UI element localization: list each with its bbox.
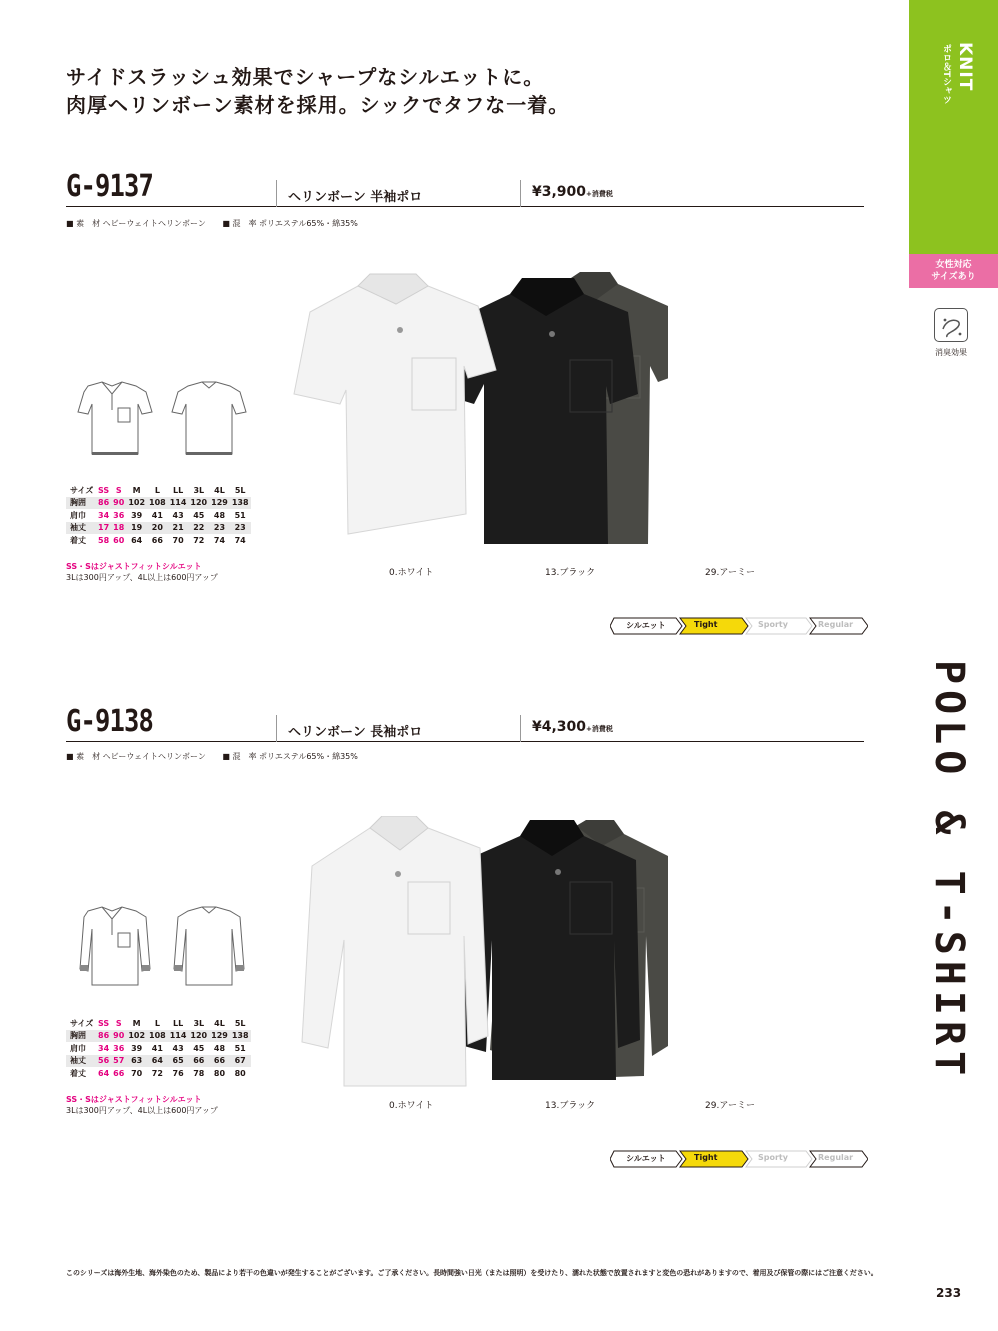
table-cell: 78: [193, 1068, 205, 1078]
divider: [520, 180, 521, 207]
white-polo-image: [294, 274, 496, 534]
table-cell: 4L: [214, 485, 225, 495]
table-row: [66, 1042, 251, 1055]
table-cell: 36: [113, 1043, 125, 1053]
page-number: 233: [936, 1286, 962, 1300]
table-cell: 138: [231, 498, 249, 508]
table-cell: 90: [113, 1031, 125, 1041]
table-cell: 72: [151, 1068, 163, 1078]
silhouette-label: シルエット: [626, 1154, 666, 1163]
silhouette-tight: Tight: [694, 1153, 718, 1162]
table-cell: 57: [113, 1056, 125, 1066]
table-cell: 着丈: [70, 535, 86, 545]
blend-text: ■ 混 率 ポリエステル65%・綿35%: [222, 219, 358, 228]
product-code: G-9137: [66, 169, 154, 204]
color-label: 13.ブラック: [545, 1101, 596, 1111]
table-cell: S: [115, 1018, 122, 1028]
material-text: ■ 素 材 ヘビーウェイトヘリンボーン: [66, 752, 206, 761]
table-cell: サイズ: [70, 485, 94, 495]
table-cell: 63: [126, 1055, 147, 1068]
table-cell: 66: [151, 535, 163, 545]
silhouette-label: シルエット: [626, 621, 666, 630]
table-cell: 86: [96, 497, 111, 510]
silhouette-sporty: Sporty: [758, 620, 788, 629]
product-header: [66, 704, 864, 742]
color-label: 29.アーミー: [705, 568, 756, 578]
table-cell: 58: [98, 535, 110, 545]
product-photos: [288, 254, 668, 554]
product-price: [532, 184, 613, 200]
table-cell: 74: [213, 535, 226, 545]
women-badge-line1: 女性対応: [935, 260, 972, 270]
table-cell: 108: [149, 1031, 166, 1041]
table-cell: 51: [234, 1043, 246, 1053]
table-cell: 39: [131, 510, 143, 520]
table-cell: 20: [147, 522, 168, 535]
size-table: [66, 1017, 251, 1080]
table-cell: サイズ: [70, 1018, 94, 1028]
table-row: [66, 1030, 251, 1043]
table-cell: 34: [98, 510, 110, 520]
silhouette-sporty: Sporty: [758, 1153, 788, 1162]
footnote: このシリーズは海外生地、海外染色のため、製品により若干の色違いが発生することがございます。ご了承ください。長時間強い日光（または照明）を受けたり、濡れた状態で放置されますと変色の恐れがありますので、着用及び保管の際にはご注意ください。: [66, 1269, 878, 1277]
table-cell: M: [132, 485, 141, 495]
price-tax: +消費税: [586, 725, 613, 733]
table-cell: 64: [147, 1055, 168, 1068]
black-polo-image: [464, 820, 640, 1080]
table-cell: 60: [113, 535, 125, 545]
deodorant-label: 消臭効果: [935, 348, 967, 357]
table-cell: 51: [234, 510, 246, 520]
blend-text: ■ 混 率 ポリエステル65%・綿35%: [222, 752, 358, 761]
white-polo-image: [302, 816, 488, 1086]
table-cell: 41: [151, 510, 163, 520]
category-tab[interactable]: [909, 0, 998, 254]
headline: [66, 63, 569, 119]
table-cell: 120: [190, 1031, 208, 1041]
technical-drawing: [66, 903, 264, 993]
table-cell: 56: [96, 1055, 111, 1068]
table-cell: 65: [168, 1055, 189, 1068]
product-spec: [66, 751, 372, 762]
table-cell: 70: [131, 1068, 143, 1078]
table-cell: 66: [209, 1055, 230, 1068]
size-note-text: 3Lは300円アップ、4L以上は600円アップ: [66, 573, 218, 582]
table-cell: 64: [131, 535, 143, 545]
table-cell: 21: [168, 522, 189, 535]
table-cell: 74: [234, 535, 246, 545]
table-cell: 5L: [234, 485, 246, 495]
table-cell: 23: [230, 522, 251, 535]
table-cell: 48: [213, 510, 226, 520]
subcategory-label: ポロ＆Tシャツ: [941, 44, 951, 105]
silhouette-indicator: [610, 617, 868, 635]
table-cell: 129: [211, 1031, 228, 1041]
product-spec: [66, 218, 372, 229]
table-row: [66, 1067, 251, 1080]
table-cell: LL: [172, 485, 184, 495]
table-cell: 袖丈: [66, 1055, 96, 1068]
table-cell: 70: [172, 535, 184, 545]
table-cell: M: [132, 1018, 141, 1028]
table-row: [66, 497, 251, 510]
size-note-pink: SS・Sはジャストフィットシルエット: [66, 562, 202, 571]
color-label: 29.アーミー: [705, 1101, 756, 1111]
divider: [520, 715, 521, 742]
table-cell: 138: [231, 1031, 249, 1041]
table-cell: L: [154, 1018, 160, 1028]
table-cell: 114: [169, 498, 187, 508]
table-cell: 22: [188, 522, 209, 535]
table-cell: 102: [128, 498, 146, 508]
price-value: ¥4,300: [532, 719, 587, 735]
table-cell: 86: [96, 1030, 111, 1043]
size-note: [66, 561, 218, 583]
women-size-badge: [909, 254, 998, 288]
table-row: [66, 534, 251, 547]
product-photos: [296, 816, 668, 1090]
table-cell: SS: [98, 485, 110, 495]
divider: [276, 180, 277, 207]
table-cell: 肩巾: [70, 1043, 86, 1053]
table-cell: 3L: [193, 1018, 205, 1028]
table-cell: 114: [169, 1031, 187, 1041]
table-cell: 72: [193, 535, 205, 545]
table-row: [66, 522, 251, 535]
table-cell: LL: [172, 1018, 184, 1028]
technical-drawing: [66, 378, 264, 458]
silhouette-indicator: [610, 1150, 868, 1168]
table-cell: 76: [172, 1068, 184, 1078]
product-name: ヘリンボーン 半袖ポロ: [288, 190, 423, 205]
table-cell: 胸囲: [66, 1030, 96, 1043]
table-cell: 67: [230, 1055, 251, 1068]
silhouette-tight: Tight: [694, 620, 718, 629]
product-name: ヘリンボーン 長袖ポロ: [288, 725, 423, 740]
table-cell: 80: [234, 1068, 246, 1078]
table-cell: 43: [172, 510, 184, 520]
size-note: [66, 1094, 218, 1116]
silhouette-regular: Regular: [818, 1153, 854, 1162]
table-cell: 34: [98, 1043, 110, 1053]
table-cell: 90: [113, 498, 125, 508]
table-cell: 4L: [214, 1018, 225, 1028]
color-label: 13.ブラック: [545, 568, 596, 578]
color-label: 0.ホワイト: [389, 568, 434, 578]
table-cell: 129: [211, 498, 228, 508]
table-cell: 45: [193, 510, 205, 520]
table-cell: 66: [188, 1055, 209, 1068]
table-cell: L: [154, 485, 160, 495]
table-cell: 108: [149, 498, 166, 508]
table-cell: 43: [172, 1043, 184, 1053]
headline-line2: 肉厚ヘリンボーン素材を採用。シックでタフな一着。: [66, 93, 570, 117]
divider: [276, 715, 277, 742]
size-table: [66, 484, 251, 547]
material-text: ■ 素 材 ヘビーウェイトヘリンボーン: [66, 219, 206, 228]
table-cell: SS: [98, 1018, 110, 1028]
table-cell: 袖丈: [66, 522, 96, 535]
table-cell: 48: [213, 1043, 226, 1053]
table-row: [66, 1055, 251, 1068]
table-cell: 39: [131, 1043, 143, 1053]
price-value: ¥3,900: [532, 184, 587, 200]
table-cell: 41: [151, 1043, 163, 1053]
table-cell: 36: [113, 510, 125, 520]
table-cell: S: [115, 485, 122, 495]
deodorant-icon: [934, 308, 968, 342]
table-cell: 45: [193, 1043, 205, 1053]
table-cell: 3L: [193, 485, 205, 495]
side-title: POLO & T-SHIRT: [926, 660, 972, 1082]
table-cell: 胸囲: [66, 497, 96, 510]
price-tax: +消費税: [586, 190, 613, 198]
size-note-text: 3Lは300円アップ、4L以上は600円アップ: [66, 1106, 218, 1115]
table-cell: 着丈: [70, 1068, 86, 1078]
color-label: 0.ホワイト: [389, 1101, 434, 1111]
table-cell: 80: [213, 1068, 226, 1078]
product-price: [532, 719, 613, 735]
table-cell: 64: [98, 1068, 110, 1078]
category-label: KNIT: [955, 42, 975, 92]
table-cell: 5L: [234, 1018, 246, 1028]
table-cell: 19: [126, 522, 147, 535]
table-row: [66, 509, 251, 522]
silhouette-regular: Regular: [818, 620, 854, 629]
table-cell: 66: [113, 1068, 125, 1078]
size-header-row: [66, 1017, 251, 1030]
women-badge-line2: サイズあり: [931, 272, 976, 282]
size-header-row: [66, 484, 251, 497]
product-header: [66, 169, 864, 207]
table-cell: 18: [113, 523, 125, 533]
table-cell: 120: [190, 498, 208, 508]
table-cell: 肩巾: [70, 510, 86, 520]
table-cell: 17: [96, 522, 111, 535]
product-code: G-9138: [66, 704, 154, 739]
size-note-pink: SS・Sはジャストフィットシルエット: [66, 1095, 202, 1104]
table-cell: 23: [209, 522, 230, 535]
headline-line1: サイドスラッシュ効果でシャープなシルエットに。: [66, 65, 545, 89]
table-cell: 102: [128, 1031, 146, 1041]
